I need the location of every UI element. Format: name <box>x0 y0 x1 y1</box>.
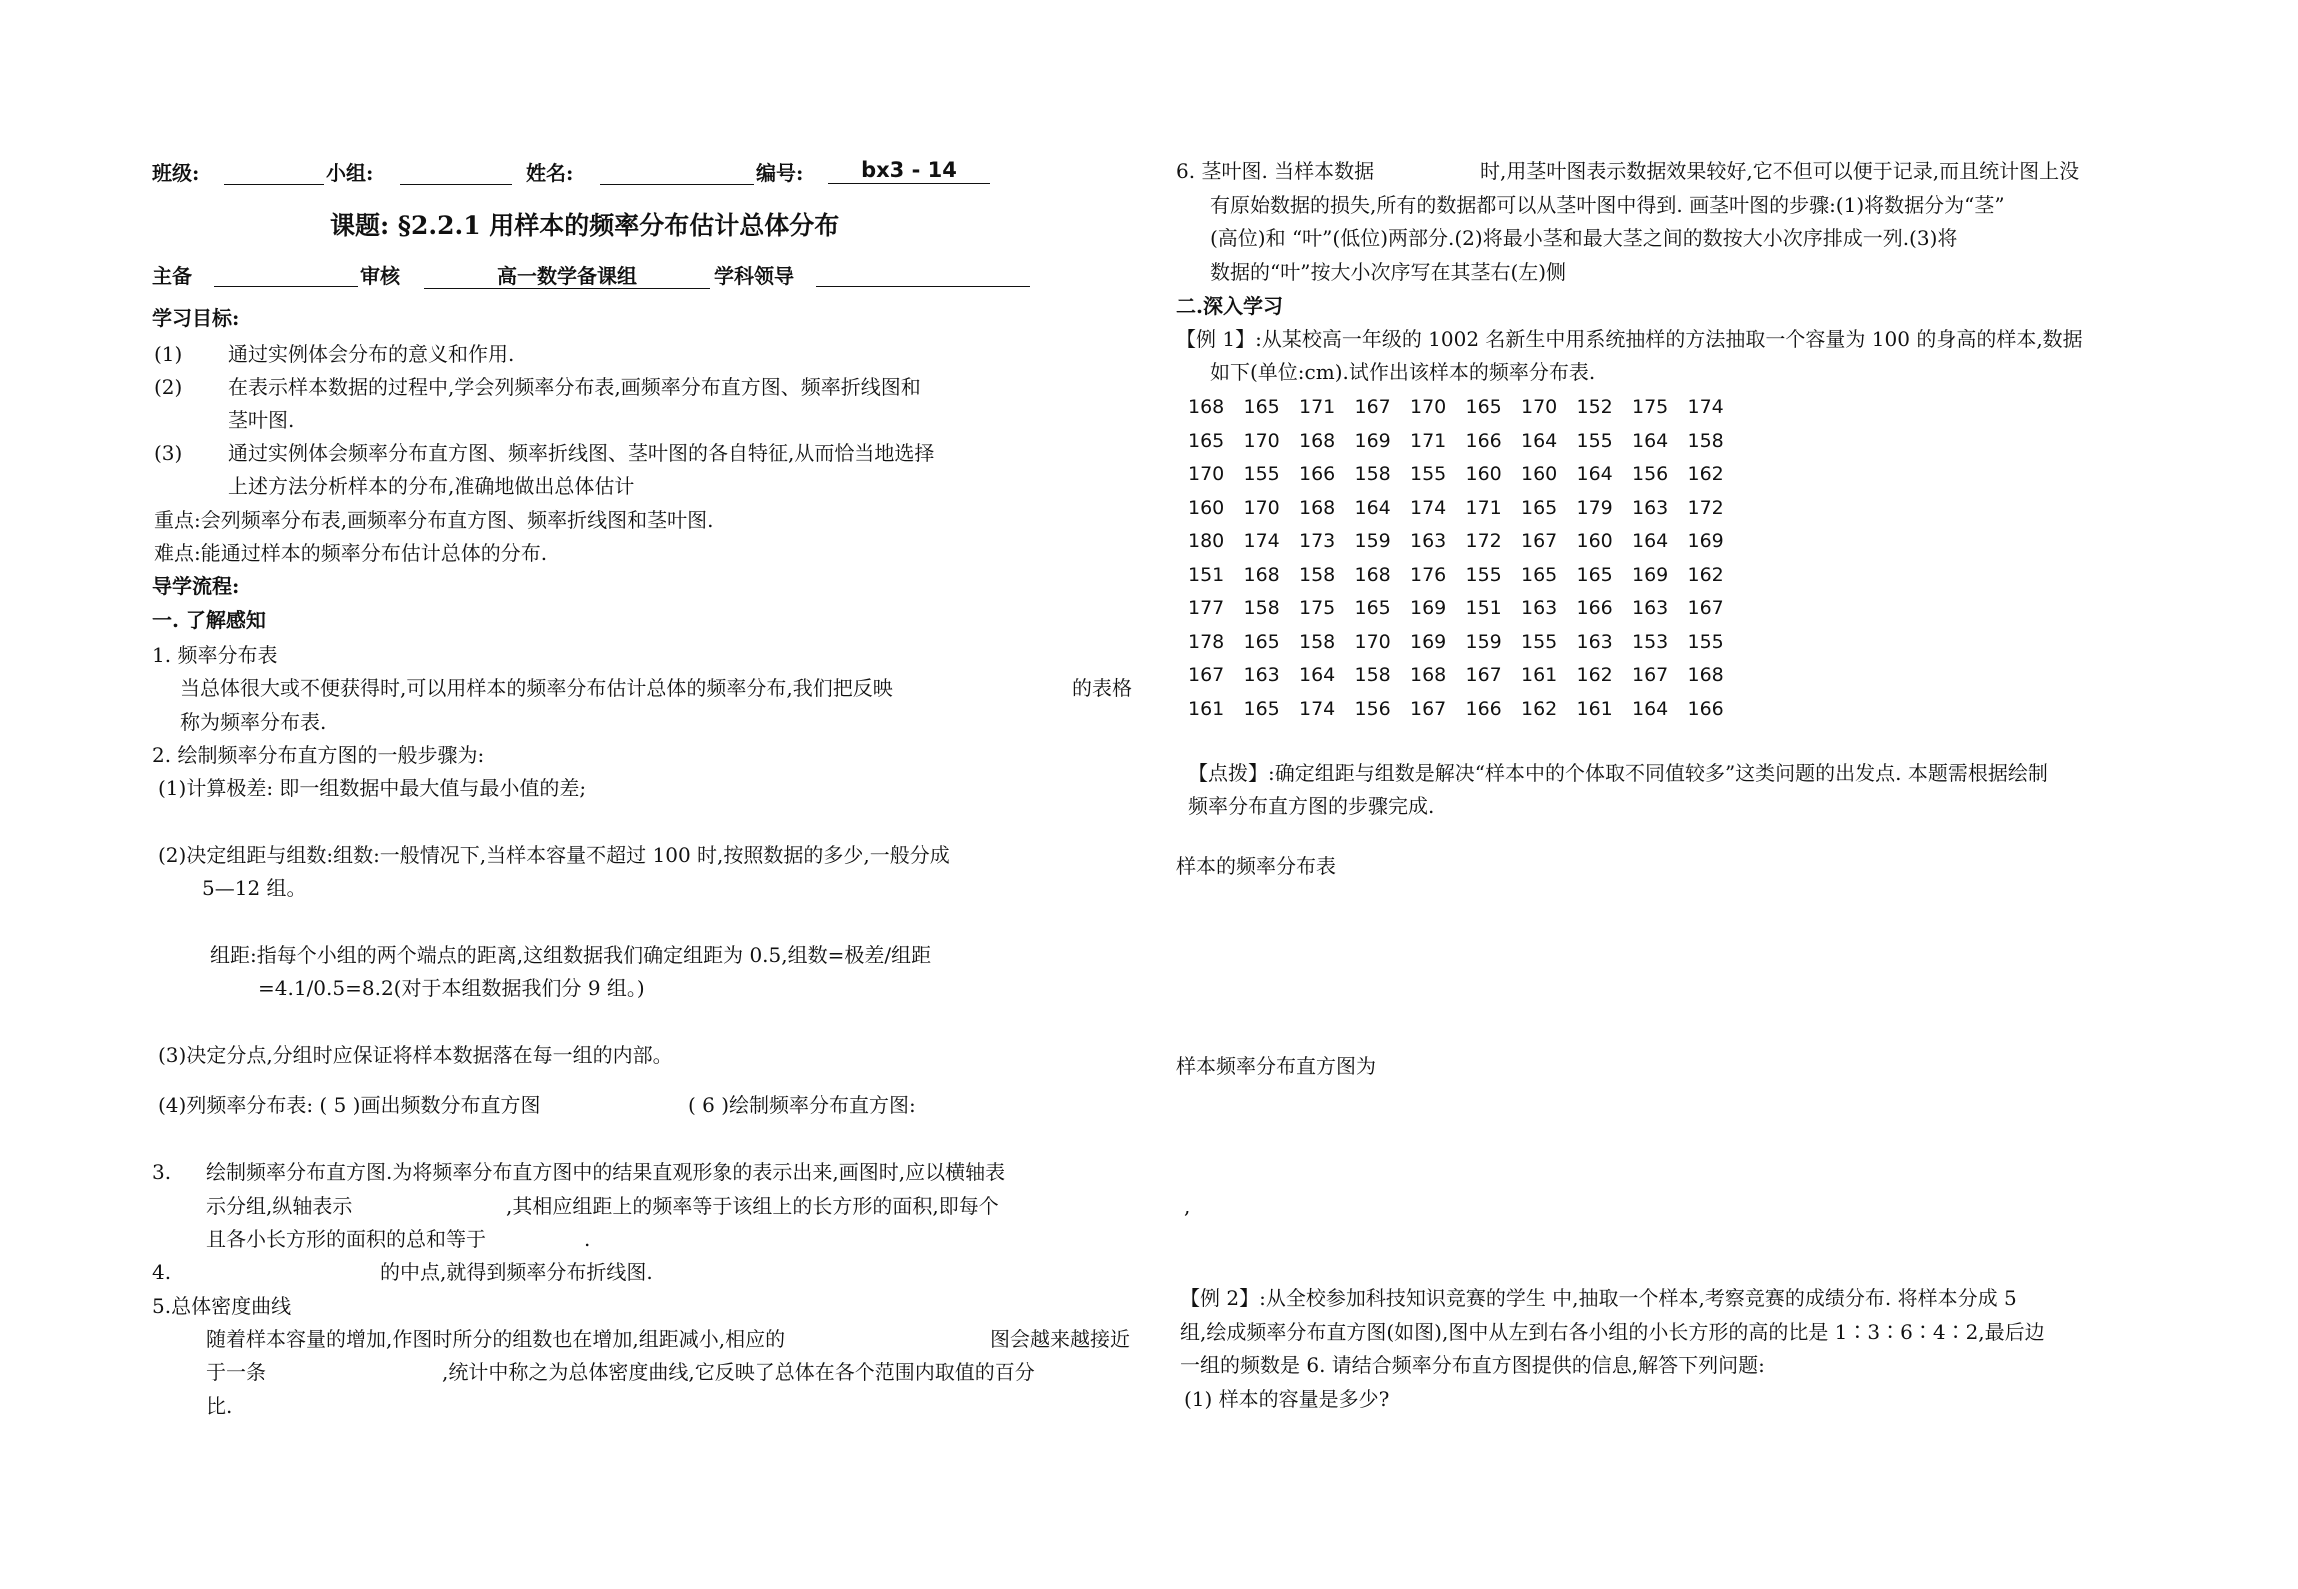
table-cell: 168 <box>1299 429 1336 452</box>
number-label: 编号: <box>756 161 804 185</box>
table-cell: 168 <box>1299 496 1336 519</box>
table-cell: 172 <box>1465 530 1502 552</box>
table-cell: 167 <box>1188 664 1225 686</box>
table-cell: 164 <box>1354 496 1391 519</box>
table-cell: 165 <box>1465 396 1502 418</box>
table-cell: 151 <box>1188 563 1225 586</box>
table-cell: 160 <box>1188 496 1225 519</box>
item-5-text-2-end: ,统计中称之为总体密度曲线,它反映了总体在各个范围内取值的百分 <box>442 1360 1035 1384</box>
table-cell: 165 <box>1354 597 1391 619</box>
step-2-group-width: 组距:指每个小组的两个端点的距离,这组数据我们确定组距为 0.5,组数=极差/组距 <box>210 943 932 967</box>
table-row <box>1188 664 1743 698</box>
table-cell: 170 <box>1354 630 1391 653</box>
table-cell: 164 <box>1576 463 1613 485</box>
table-row <box>1188 530 1743 564</box>
table-cell: 162 <box>1687 563 1724 586</box>
table-cell: 155 <box>1410 463 1447 485</box>
group-label: 小组: <box>326 161 374 185</box>
table-cell: 158 <box>1354 664 1391 686</box>
comma-mark: , <box>1184 1194 1191 1218</box>
table-cell: 155 <box>1521 630 1558 653</box>
page-title: 课题: §2.2.1 用样本的频率分布估计总体分布 <box>330 211 840 240</box>
item-6-text-4: 数据的“叶”按大小次序写在其茎右(左)侧 <box>1210 260 1567 284</box>
table-cell: 163 <box>1632 597 1669 619</box>
table-cell: 175 <box>1632 396 1669 418</box>
example-2-text-3: 一组的频数是 6. 请结合频率分布直方图提供的信息,解答下列问题: <box>1180 1353 1765 1377</box>
table-cell: 156 <box>1632 463 1669 485</box>
table-cell: 158 <box>1243 597 1280 619</box>
step-6: ( 6 )绘制频率分布直方图: <box>688 1093 916 1117</box>
table-cell: 169 <box>1354 429 1391 452</box>
goal-3-text-cont: 上述方法分析样本的分布,准确地做出总体估计 <box>228 474 635 498</box>
table-cell: 169 <box>1632 563 1669 586</box>
table-cell: 168 <box>1243 563 1280 586</box>
table-row <box>1188 698 1743 732</box>
table-cell: 174 <box>1687 396 1724 418</box>
table-cell: 170 <box>1521 396 1558 418</box>
frequency-table-title: 样本的频率分布表 <box>1176 854 1336 878</box>
table-cell: 165 <box>1243 630 1280 653</box>
table-cell: 170 <box>1188 463 1225 485</box>
table-cell: 155 <box>1243 463 1280 485</box>
table-cell: 165 <box>1188 429 1225 452</box>
table-cell: 158 <box>1687 429 1724 452</box>
step-1: (1)计算极差: 即一组数据中最大值与最小值的差; <box>158 776 587 800</box>
table-cell: 164 <box>1299 664 1336 686</box>
table-cell: 165 <box>1521 496 1558 519</box>
example-1-text-2: 如下(单位:cm).试作出该样本的频率分布表. <box>1210 360 1596 384</box>
item-3-text-2: 示分组,纵轴表示 <box>206 1194 353 1218</box>
table-cell: 170 <box>1243 496 1280 519</box>
table-cell: 151 <box>1465 597 1502 619</box>
class-label: 班级: <box>152 161 200 185</box>
goal-3-text: 通过实例体会频率分布直方图、频率折线图、茎叶图的各自特征,从而恰当地选择 <box>228 441 935 465</box>
table-cell: 175 <box>1299 597 1336 619</box>
table-row <box>1188 564 1743 598</box>
item-6-text: 6. 茎叶图. 当样本数据 <box>1176 159 1375 183</box>
table-cell: 168 <box>1354 563 1391 586</box>
table-cell: 160 <box>1465 463 1502 485</box>
table-cell: 166 <box>1465 429 1502 452</box>
item-3-text-2-end: ,其相应组距上的频率等于该组上的长方形的面积,即每个 <box>506 1194 999 1218</box>
difficulty: 难点:能通过样本的频率分布估计总体的分布. <box>154 541 548 565</box>
item-6-blank[interactable] <box>1412 163 1478 181</box>
item-4-number: 4. <box>152 1260 172 1284</box>
table-cell: 171 <box>1410 429 1447 452</box>
item-1-title: 1. 频率分布表 <box>152 643 278 667</box>
table-cell: 158 <box>1299 563 1336 586</box>
item-5-blank-1[interactable] <box>890 1331 988 1349</box>
item-6-text-2: 有原始数据的损失,所有的数据都可以从茎叶图中得到. 画茎叶图的步骤:(1)将数据分为“茎” <box>1210 193 2005 217</box>
item-1-blank[interactable] <box>972 680 1068 698</box>
group-blank[interactable] <box>400 166 512 185</box>
table-cell: 174 <box>1410 496 1447 519</box>
key-point: 重点:会列频率分布表,画频率分布直方图、频率折线图和茎叶图. <box>154 508 714 532</box>
section-1-heading: 一. 了解感知 <box>152 608 266 632</box>
name-label: 姓名: <box>526 161 574 185</box>
leader-label: 学科领导 <box>714 264 794 288</box>
item-3-blank-2[interactable] <box>514 1231 580 1249</box>
table-cell: 164 <box>1632 530 1669 552</box>
table-cell: 159 <box>1354 530 1391 552</box>
table-row <box>1188 396 1743 430</box>
example-1-text: 【例 1】:从某校高一年级的 1002 名新生中用系统抽样的方法抽取一个容量为 100 的身高的样本,数据 <box>1176 327 2083 351</box>
table-cell: 162 <box>1687 463 1724 485</box>
table-cell: 167 <box>1465 664 1502 686</box>
goals-title: 学习目标: <box>152 306 240 330</box>
goal-2-text-cont: 茎叶图. <box>228 408 295 432</box>
table-cell: 174 <box>1243 530 1280 552</box>
table-cell: 156 <box>1354 697 1391 720</box>
item-5-title: 5.总体密度曲线 <box>152 1294 292 1318</box>
table-row <box>1188 463 1743 497</box>
table-cell: 169 <box>1410 597 1447 619</box>
hint-text-2: 频率分布直方图的步骤完成. <box>1188 794 1435 818</box>
item-3-blank-1[interactable] <box>384 1198 504 1216</box>
item-1-text-cont: 称为频率分布表. <box>180 710 327 734</box>
table-cell: 155 <box>1687 630 1724 653</box>
item-4-text: 的中点,就得到频率分布折线图. <box>380 1260 653 1284</box>
table-cell: 177 <box>1188 597 1225 619</box>
table-cell: 161 <box>1188 697 1225 720</box>
flow-title: 导学流程: <box>152 574 240 598</box>
step-2-cont: 5—12 组。 <box>202 876 307 900</box>
table-cell: 166 <box>1687 697 1724 720</box>
table-cell: 163 <box>1576 630 1613 653</box>
table-cell: 174 <box>1299 697 1336 720</box>
table-cell: 171 <box>1299 396 1336 418</box>
table-cell: 176 <box>1410 563 1447 586</box>
item-3-text-3: 且各小长方形的面积的总和等于 <box>206 1227 486 1251</box>
table-cell: 166 <box>1576 597 1613 619</box>
table-cell: 158 <box>1299 630 1336 653</box>
goal-2-text: 在表示样本数据的过程中,学会列频率分布表,画频率分布直方图、频率折线图和 <box>228 375 921 399</box>
example-2-question-1: (1) 样本的容量是多少? <box>1184 1387 1390 1411</box>
name-blank[interactable] <box>600 166 754 185</box>
step-2: (2)决定组距与组数:组数:一般情况下,当样本容量不超过 100 时,按照数据的多少,一般分成 <box>158 843 950 867</box>
table-cell: 161 <box>1521 664 1558 686</box>
height-data-table <box>1188 396 1743 731</box>
goal-1-text: 通过实例体会分布的意义和作用. <box>228 342 515 366</box>
goal-3-number: (3) <box>154 441 183 465</box>
table-cell: 160 <box>1576 530 1613 552</box>
table-cell: 152 <box>1576 396 1613 418</box>
table-cell: 179 <box>1576 496 1613 519</box>
item-3-number: 3. <box>152 1160 172 1184</box>
item-3-text: 绘制频率分布直方图.为将频率分布直方图中的结果直观形象的表示出来,画图时,应以横轴表 <box>206 1160 1006 1184</box>
item-1-text-end: 的表格 <box>1072 676 1132 700</box>
table-row <box>1188 497 1743 531</box>
review-value: 高一数学备课组 <box>424 266 710 289</box>
table-cell: 165 <box>1243 697 1280 720</box>
table-cell: 161 <box>1576 697 1613 720</box>
item-6-text-3: (高位)和 “叶”(低位)两部分.(2)将最小茎和最大茎之间的数按大小次序排成一列.(3)将 <box>1210 226 1958 250</box>
table-cell: 169 <box>1410 630 1447 653</box>
table-row <box>1188 631 1743 665</box>
table-cell: 170 <box>1410 396 1447 418</box>
example-2-text: 【例 2】:从全校参加科技知识竞赛的学生 中,抽取一个样本,考察竞赛的成绩分布. 将样本分成 5 <box>1180 1286 2017 1310</box>
table-cell: 170 <box>1243 429 1280 452</box>
histogram-title: 样本频率分布直方图为 <box>1176 1054 1376 1078</box>
table-cell: 178 <box>1188 630 1225 653</box>
table-cell: 180 <box>1188 530 1225 552</box>
item-5-text-end: 图会越来越接近 <box>990 1327 1130 1351</box>
table-cell: 163 <box>1632 496 1669 519</box>
table-row <box>1188 430 1743 464</box>
item-1-text: 当总体很大或不便获得时,可以用样本的频率分布估计总体的频率分布,我们把反映 <box>180 676 893 700</box>
table-cell: 167 <box>1632 664 1669 686</box>
item-5-blank-2[interactable] <box>272 1364 442 1382</box>
hint-text: 【点拨】:确定组距与组数是解决“样本中的个体取不同值较多”这类问题的出发点. 本题需根据绘制 <box>1188 761 2048 785</box>
item-5-text: 随着样本容量的增加,作图时所分的组数也在增加,组距减小,相应的 <box>206 1327 786 1351</box>
table-cell: 167 <box>1521 530 1558 552</box>
table-cell: 155 <box>1465 563 1502 586</box>
table-cell: 165 <box>1521 563 1558 586</box>
item-5-text-2: 于一条 <box>206 1360 266 1384</box>
table-cell: 172 <box>1687 496 1724 519</box>
table-cell: 166 <box>1465 697 1502 720</box>
table-cell: 164 <box>1521 429 1558 452</box>
class-blank[interactable] <box>224 166 324 185</box>
item-3-text-3-end: . <box>584 1227 591 1251</box>
table-cell: 167 <box>1354 396 1391 418</box>
section-2-heading: 二.深入学习 <box>1176 294 1283 318</box>
table-cell: 162 <box>1521 697 1558 720</box>
table-cell: 173 <box>1299 530 1336 552</box>
table-cell: 155 <box>1576 429 1613 452</box>
table-cell: 168 <box>1188 396 1225 418</box>
table-row <box>1188 597 1743 631</box>
table-cell: 168 <box>1410 664 1447 686</box>
table-cell: 153 <box>1632 630 1669 653</box>
table-cell: 165 <box>1243 396 1280 418</box>
table-cell: 164 <box>1632 697 1669 720</box>
step-2-group-count: =4.1/0.5=8.2(对于本组数据我们分 9 组。) <box>258 976 645 1000</box>
table-cell: 165 <box>1576 563 1613 586</box>
table-cell: 160 <box>1521 463 1558 485</box>
table-cell: 163 <box>1243 664 1280 686</box>
leader-blank[interactable] <box>816 268 1030 287</box>
table-cell: 158 <box>1354 463 1391 485</box>
table-cell: 162 <box>1576 664 1613 686</box>
review-label: 审核 <box>360 264 400 288</box>
table-cell: 169 <box>1687 530 1724 552</box>
table-cell: 163 <box>1521 597 1558 619</box>
table-cell: 167 <box>1410 697 1447 720</box>
main-prep-blank[interactable] <box>214 268 358 287</box>
item-5-text-3: 比. <box>206 1394 233 1418</box>
table-cell: 166 <box>1299 463 1336 485</box>
step-4-5: (4)列频率分布表: ( 5 )画出频数分布直方图 <box>158 1093 541 1117</box>
item-2-title: 2. 绘制频率分布直方图的一般步骤为: <box>152 743 485 767</box>
example-2-text-2: 组,绘成频率分布直方图(如图),图中从左到右各小组的小长方形的高的比是 1∶3∶6∶4∶2,最后边 <box>1180 1320 2045 1344</box>
goal-1-number: (1) <box>154 342 183 366</box>
table-cell: 168 <box>1687 664 1724 686</box>
table-cell: 164 <box>1632 429 1669 452</box>
table-cell: 163 <box>1410 530 1447 552</box>
step-3: (3)决定分点,分组时应保证将样本数据落在每一组的内部。 <box>158 1043 673 1067</box>
table-cell: 167 <box>1687 597 1724 619</box>
table-cell: 171 <box>1465 496 1502 519</box>
main-prep-label: 主备 <box>152 264 192 288</box>
item-6-text-end: 时,用茎叶图表示数据效果较好,它不但可以便于记录,而且统计图上没 <box>1480 159 2080 183</box>
number-value: bx3 - 14 <box>828 160 990 184</box>
item-4-blank[interactable] <box>206 1264 378 1282</box>
table-cell: 159 <box>1465 630 1502 653</box>
goal-2-number: (2) <box>154 375 183 399</box>
